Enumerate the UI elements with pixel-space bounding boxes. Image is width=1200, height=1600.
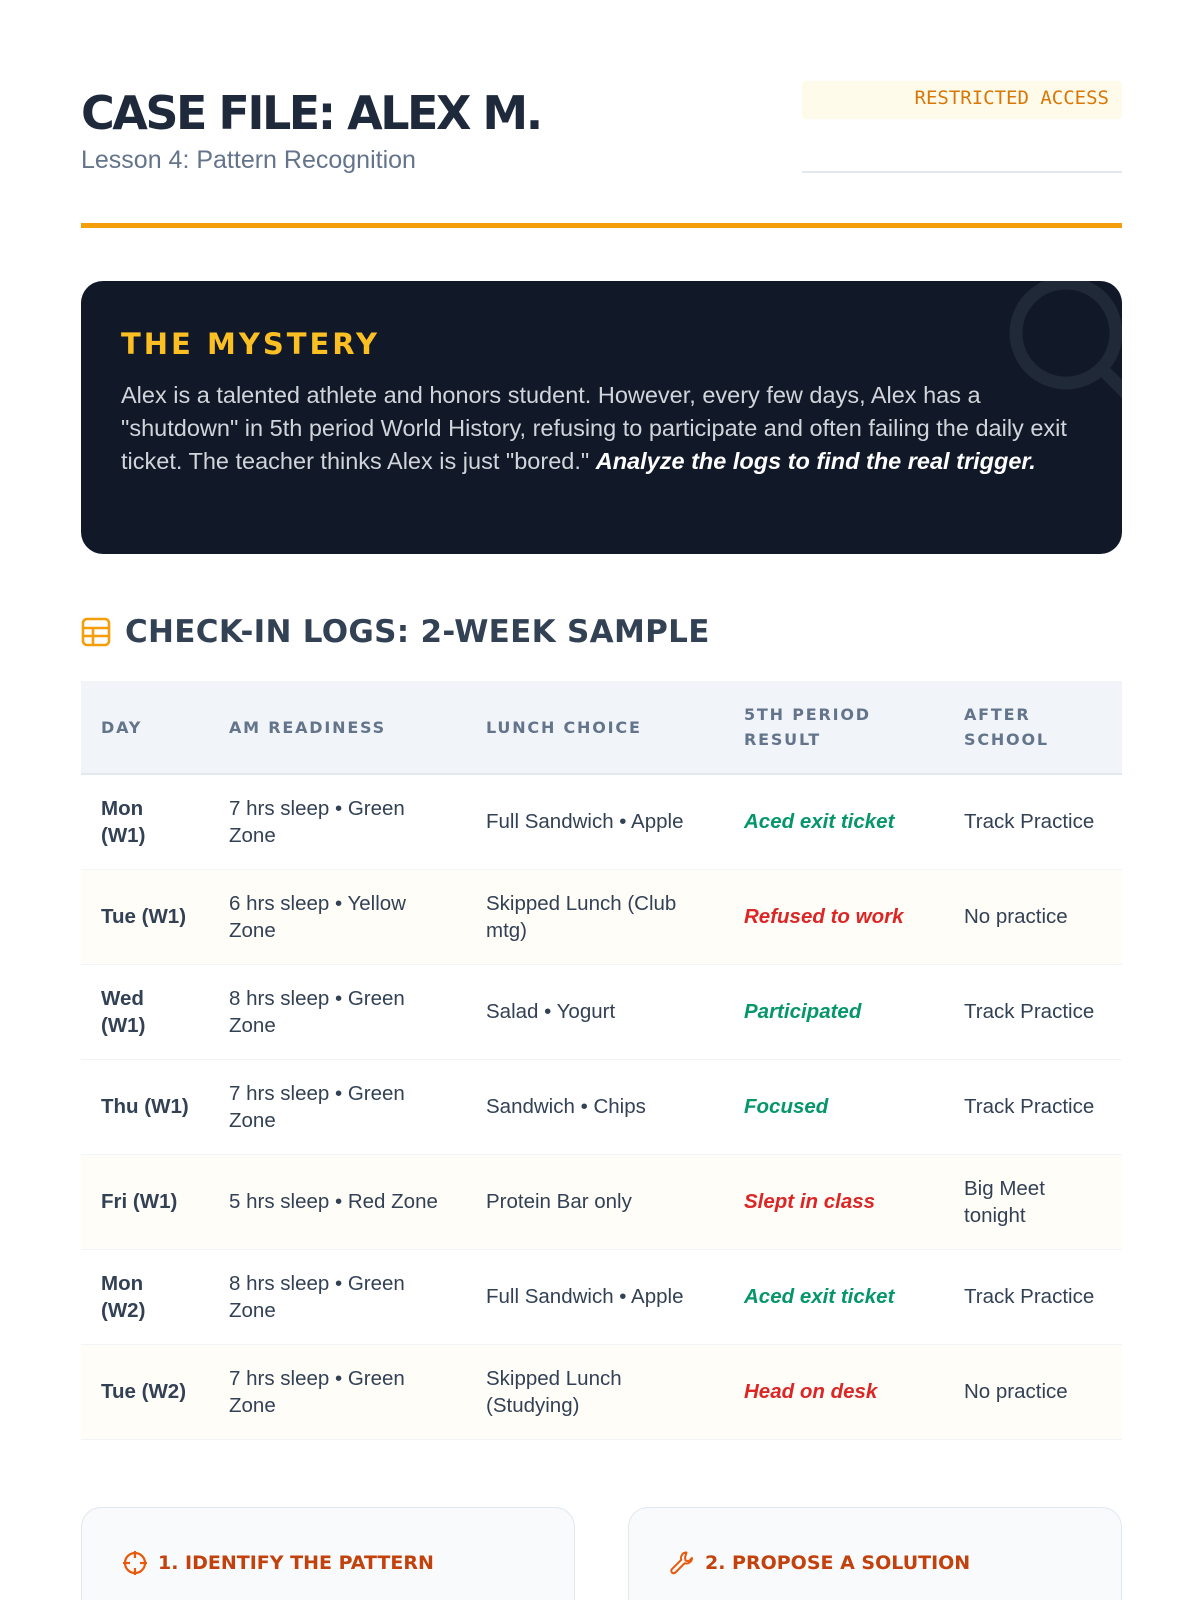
- restricted-access-badge: RESTRICTED ACCESS: [802, 81, 1122, 119]
- wrench-icon: [669, 1550, 695, 1576]
- after-school-cell: Track Practice: [944, 1249, 1122, 1344]
- after-school-cell: Track Practice: [944, 1059, 1122, 1154]
- page-title: CASE FILE: ALEX M.: [81, 86, 541, 140]
- table-row: [81, 1059, 1122, 1154]
- signature-line: [802, 171, 1122, 173]
- lunch-choice-cell: Skipped Lunch (Studying): [466, 1344, 724, 1439]
- lunch-choice-cell: Skipped Lunch (Club mtg): [466, 869, 724, 964]
- am-readiness-cell: 6 hrs sleep • Yellow Zone: [209, 869, 466, 964]
- after-school-cell: Big Meet tonight: [944, 1154, 1122, 1249]
- table-icon: [81, 617, 111, 647]
- am-readiness-cell: 8 hrs sleep • Green Zone: [209, 964, 466, 1059]
- result-cell: Head on desk: [724, 1344, 944, 1439]
- mystery-body: Alex is a talented athlete and honors student. However, every few days, Alex has a "shutdown" in 5th period World History, refusing to participate and often failing the daily exit ticket. The teacher thinks Alex is just "bored.": [121, 382, 1067, 474]
- day-cell: Thu (W1): [81, 1059, 209, 1154]
- logs-section-header: [81, 612, 710, 652]
- result-cell: Refused to work: [724, 869, 944, 964]
- result-cell: Slept in class: [724, 1154, 944, 1249]
- day-cell: Fri (W1): [81, 1154, 209, 1249]
- column-header-after-school: AFTER SCHOOL: [944, 681, 1122, 774]
- table-row: [81, 1344, 1122, 1439]
- table-row: [81, 964, 1122, 1059]
- day-cell: Tue (W2): [81, 1344, 209, 1439]
- mystery-description: [121, 379, 1081, 478]
- lunch-choice-cell: Full Sandwich • Apple: [466, 1249, 724, 1344]
- result-cell: Aced exit ticket: [724, 1249, 944, 1344]
- mystery-heading: THE MYSTERY: [121, 327, 381, 361]
- crosshair-icon: [122, 1550, 148, 1576]
- after-school-cell: Track Practice: [944, 964, 1122, 1059]
- identify-pattern-card: [81, 1507, 575, 1600]
- mystery-panel: [81, 281, 1122, 554]
- propose-solution-card: [628, 1507, 1122, 1600]
- after-school-cell: Track Practice: [944, 774, 1122, 869]
- lunch-choice-cell: Salad • Yogurt: [466, 964, 724, 1059]
- column-header-am-readiness: AM READINESS: [209, 681, 466, 774]
- after-school-cell: No practice: [944, 869, 1122, 964]
- lunch-choice-cell: Sandwich • Chips: [466, 1059, 724, 1154]
- table-row: [81, 1154, 1122, 1249]
- table-row: [81, 774, 1122, 869]
- lunch-choice-cell: Protein Bar only: [466, 1154, 724, 1249]
- result-cell: Focused: [724, 1059, 944, 1154]
- after-school-cell: No practice: [944, 1344, 1122, 1439]
- column-header-5th-period-result: 5TH PERIOD RESULT: [724, 681, 944, 774]
- table-row: [81, 1249, 1122, 1344]
- table-row: [81, 869, 1122, 964]
- am-readiness-cell: 7 hrs sleep • Green Zone: [209, 1344, 466, 1439]
- checkin-logs-table: [81, 681, 1122, 1440]
- day-cell: Wed (W1): [81, 964, 209, 1059]
- result-cell: Aced exit ticket: [724, 774, 944, 869]
- table-header-row: [81, 681, 1122, 774]
- mystery-call-to-action: Analyze the logs to find the real trigger.: [595, 448, 1036, 474]
- header-divider: [81, 223, 1122, 228]
- result-cell: Participated: [724, 964, 944, 1059]
- am-readiness-cell: 7 hrs sleep • Green Zone: [209, 774, 466, 869]
- logs-heading: CHECK-IN LOGS: 2-WEEK SAMPLE: [125, 614, 710, 650]
- day-cell: Mon (W2): [81, 1249, 209, 1344]
- am-readiness-cell: 7 hrs sleep • Green Zone: [209, 1059, 466, 1154]
- lunch-choice-cell: Full Sandwich • Apple: [466, 774, 724, 869]
- am-readiness-cell: 8 hrs sleep • Green Zone: [209, 1249, 466, 1344]
- case-header: [81, 80, 1122, 228]
- day-cell: Mon (W1): [81, 774, 209, 869]
- column-header-lunch-choice: LUNCH CHOICE: [466, 681, 724, 774]
- column-header-day: DAY: [81, 681, 209, 774]
- am-readiness-cell: 5 hrs sleep • Red Zone: [209, 1154, 466, 1249]
- day-cell: Tue (W1): [81, 869, 209, 964]
- identify-pattern-heading: 1. IDENTIFY THE PATTERN: [158, 1552, 434, 1574]
- propose-solution-heading: 2. PROPOSE A SOLUTION: [705, 1552, 971, 1574]
- lesson-subtitle: Lesson 4: Pattern Recognition: [81, 146, 416, 174]
